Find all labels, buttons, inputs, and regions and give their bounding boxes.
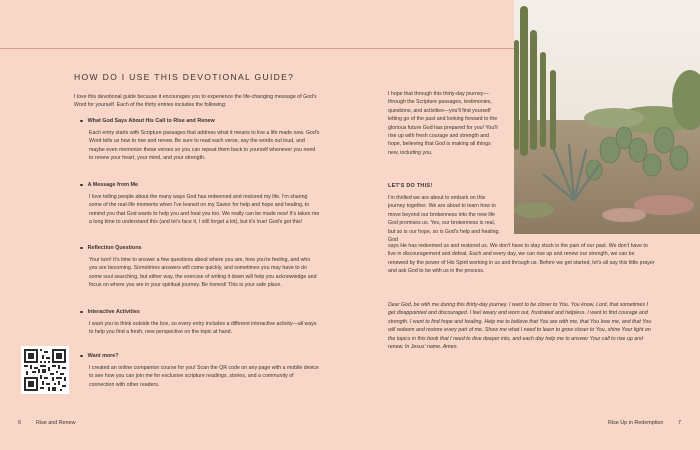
right-paragraph-1: I hope that through this thirty-day journey—through the Scripture passages, testimonies, questions, and activities—you'll find yourself letting go of the past and looking forward to the glorious future God has prepared for you! You'll rise up with fresh courage and strength and hope, believing that God is making all things new, including you. — [388, 91, 498, 156]
bullet-icon — [80, 120, 83, 123]
section-title: A Message from Me — [87, 182, 139, 188]
bullet-icon — [80, 247, 83, 250]
section-message-from-me — [80, 181, 320, 227]
page-number: 6 — [18, 420, 21, 426]
section-title: Reflection Questions — [87, 245, 142, 251]
qr-code-icon[interactable] — [21, 346, 69, 394]
intro-paragraph: I love this devotional guide because it encourages you to experience the life-changing message of God's Word for yourself. Each of the thirty entries includes the following: — [74, 94, 317, 109]
section-title: What God Says About His Call to Rise and Renew — [87, 118, 215, 124]
section-body: I love telling people about the many ways God has redeemed and restored my life. I'm sharing some of the real-life moments when I've leaned on my Savior for help and hope and healing, to remind you that God wants to help you and heal you too. We really can be made new! It's taken me a long time to understand this (and let's face it, I still forget a lot), but it's true! God's got this! — [89, 194, 320, 226]
cactus-garden-photo — [514, 0, 700, 234]
page-number: 7 — [678, 420, 681, 426]
qr-code-graphic — [24, 349, 66, 391]
section-body: Each entry starts with Scripture passages that address what it means to live a life made new. God's Word tells us how to rise and renew. Be sure to read each verse, say the words out loud, and maybe even memorize these verses so you can repeat them back to yourself whenever you need to renew your heart, your mind, and your strength. — [89, 130, 320, 162]
section-title: Want more? — [87, 353, 119, 359]
section-title: Interactive Activities — [87, 309, 140, 315]
bullet-icon — [80, 311, 83, 314]
section-heading: HOW DO I USE THIS DEVOTIONAL GUIDE? — [74, 72, 295, 82]
section-interactive-activities — [80, 308, 320, 337]
section-body: Your turn! It's time to answer a few questions about where you are, how you're feeling, and who you are becoming. Sometimes answers will come quickly, and sometimes you may have to do some soul searching, but either way, the exercise of writing it down will help you acknowledge and focus on where you are in your spiritual journey. Be honest! This is your safe place. — [89, 257, 317, 289]
section-body: I created an online companion course for you! Scan the QR code on any page with a mobile device to see how you can join me for exclusive scripture readings, stories, and a community of connection with other readers. — [89, 365, 319, 388]
prayer-paragraph: Dear God, be with me during this thirty-day journey. I want to be closer to You. You know, Lord, that sometimes I get disappointed and discouraged. I feel weary and worn out, frustrated and helpless. I want to find courage and strength. I want to find hope and healing. Help me to believe that You are with me, that You love me, and that You will redeem and restore every part of me. Show me what I need to learn to grow closer to You, shine Your light on the topics in this book that I need to dive deeper into, and each day help me to answer Your call to rise up and renew. In Jesus' name. Amen. — [388, 302, 652, 351]
header-rule — [0, 48, 514, 49]
bullet-icon — [80, 355, 83, 358]
section-what-god-says — [80, 117, 320, 163]
right-paragraph-2: I'm thrilled we are about to embark on this journey together. We are about to learn how to move beyond our brokenness into the new life God promises us. Yes, our brokenness is real, but so is our hope, so is God's help and healing. God — [388, 195, 500, 244]
running-title: Rise and Renew — [36, 420, 76, 426]
right-paragraph-3: says He has redeemed us and restored us. We don't have to stay stuck in the pain of our past. We don't have to live in discouragement and defeat. Each and every day, we can rise up and renew our strength, we can be renewed by the power of His Spirit working in us and through us. Before we get started, let's all say this little prayer and ask God to be with us in the process. — [388, 243, 655, 275]
lets-do-this-heading: LET'S DO THIS! — [388, 183, 433, 189]
section-body: I want you to think outside the box, so every entry includes a different interactive activity—all ways to help you find a fresh, new perspective on the topic at hand. — [89, 321, 317, 336]
running-title: Rise Up in Redemption — [608, 420, 664, 426]
section-want-more — [80, 352, 320, 389]
bullet-icon — [80, 184, 83, 187]
section-reflection-questions — [80, 244, 320, 290]
